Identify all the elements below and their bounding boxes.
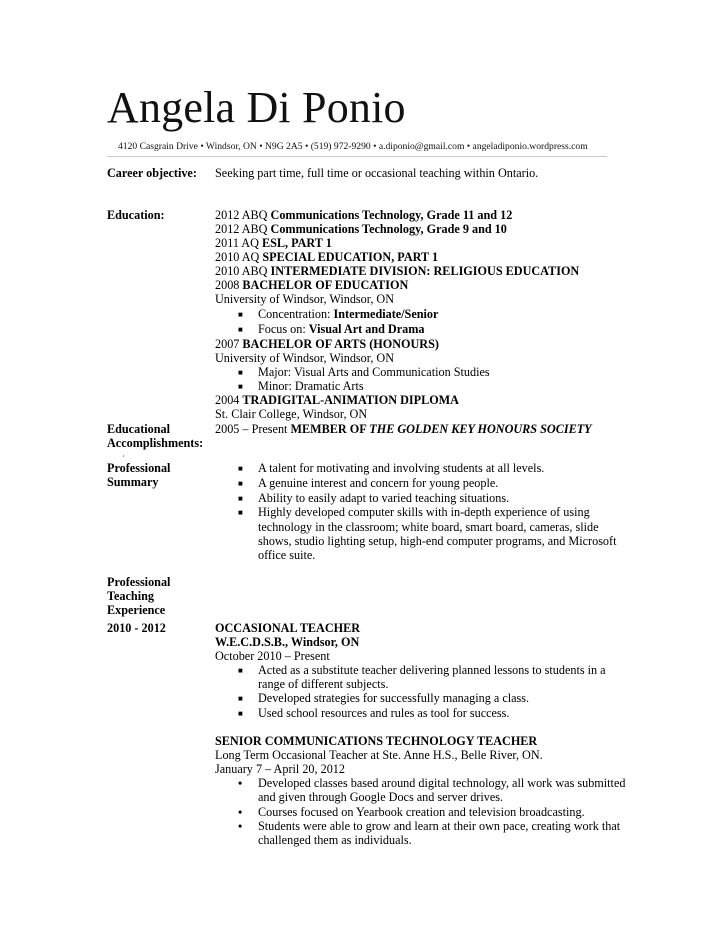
entry-title: ESL, PART 1 (261, 236, 332, 250)
summary-item: Ability to easily adapt to varied teaching situations. (258, 491, 510, 505)
objective-text: Seeking part time, full time or occasional teaching within Ontario. (215, 166, 539, 180)
entry-title: Communications Technology, Grade 9 and 10 (270, 222, 507, 236)
square-bullet-icon: ■ (238, 368, 243, 377)
square-bullet-icon: ■ (238, 508, 243, 517)
experience-label: Experience (107, 603, 166, 617)
summary-label: Summary (107, 475, 159, 489)
round-bullet-icon: • (238, 776, 243, 790)
education-detail: Concentration: Intermediate/Senior (258, 307, 439, 321)
square-bullet-icon: ■ (238, 479, 243, 488)
education-detail: Minor: Dramatic Arts (258, 379, 364, 393)
education-label: Education: (107, 208, 165, 222)
header-divider (107, 156, 607, 157)
summary-item-cont: technology in the classroom; white board, smart board, cameras, slide (258, 520, 599, 534)
school-name: St. Clair College, Windsor, ON (215, 407, 368, 421)
entry-title: TRADIGITAL-ANIMATION DIPLOMA (242, 393, 459, 407)
education-detail: Major: Visual Arts and Communication Studies (258, 365, 490, 379)
education-entry (215, 222, 507, 237)
job-duty: Developed classes based around digital technology, all work was submitted (258, 776, 626, 790)
school-name: University of Windsor, Windsor, ON (215, 292, 395, 306)
summary-item: A genuine interest and concern for young people. (258, 476, 499, 490)
summary-item: A talent for motivating and involving students at all levels. (258, 461, 545, 475)
experience-dates: 2010 - 2012 (107, 621, 166, 635)
entry-year: 2004 (215, 393, 243, 407)
entry-year: 2008 (215, 278, 243, 292)
job-duty: Courses focused on Yearbook creation and television broadcasting. (258, 805, 585, 819)
education-entry (215, 393, 459, 408)
entry-year: 2007 (215, 337, 243, 351)
job-duty: Acted as a substitute teacher delivering planned lessons to students in a (258, 663, 606, 677)
entry-year: 2010 AQ (215, 250, 263, 264)
experience-label: Teaching (107, 589, 154, 603)
entry-title: SPECIAL EDUCATION, PART 1 (262, 250, 439, 264)
square-bullet-icon: ■ (238, 709, 243, 718)
education-entry (215, 337, 439, 352)
candidate-name: Angela Di Ponio (107, 83, 406, 132)
square-bullet-icon: ■ (238, 382, 243, 391)
summary-label: Professional (107, 461, 171, 475)
summary-item: Highly developed computer skills with in-depth experience of using (258, 505, 590, 519)
education-entry (215, 278, 408, 293)
square-bullet-icon: ■ (238, 666, 243, 675)
experience-label: Professional (107, 575, 171, 589)
job-employer: W.E.C.D.S.B., Windsor, ON (215, 635, 360, 649)
job-title: SENIOR COMMUNICATIONS TECHNOLOGY TEACHER (215, 734, 538, 748)
entry-title: BACHELOR OF EDUCATION (242, 278, 409, 292)
education-entry (215, 236, 332, 251)
accomplishments-label: Educational (107, 422, 170, 436)
job-duty: Students were able to grow and learn at their own pace, creating work that (258, 819, 621, 833)
job-duty-cont: range of different subjects. (258, 677, 389, 691)
accomplishments-label: Accomplishments: (107, 436, 204, 450)
accomplishment-entry: 2005 – Present MEMBER OF THE GOLDEN KEY HONOURS SOCIETY (215, 422, 592, 436)
education-entry (215, 208, 512, 223)
square-bullet-icon: ■ (238, 464, 243, 473)
job-duty: Developed strategies for successfully managing a class. (258, 691, 530, 705)
job-duty: Used school resources and rules as tool for success. (258, 706, 510, 720)
job-title: OCCASIONAL TEACHER (215, 621, 361, 635)
job-employer: Long Term Occasional Teacher at Ste. Anne H.S., Belle River, ON. (215, 748, 543, 762)
entry-year: 2012 ABQ (215, 208, 271, 222)
education-detail: Focus on: Visual Art and Drama (258, 322, 425, 336)
school-name: University of Windsor, Windsor, ON (215, 351, 395, 365)
round-bullet-icon: • (238, 805, 243, 819)
entry-title: Communications Technology, Grade 11 and 12 (270, 208, 513, 222)
job-dates: October 2010 – Present (215, 649, 330, 663)
job-duty-cont: challenged them as individuals. (258, 833, 412, 847)
entry-year: 2010 ABQ (215, 264, 271, 278)
square-bullet-icon: ■ (238, 310, 243, 319)
square-bullet-icon: ■ (238, 694, 243, 703)
entry-year: 2011 AQ (215, 236, 262, 250)
square-bullet-icon: ■ (238, 494, 243, 503)
summary-item-cont: shows, studio lighting setup, high-end computer programs, and Microsoft (258, 534, 617, 548)
entry-year: 2012 ABQ (215, 222, 271, 236)
summary-item-cont: office suite. (258, 548, 316, 562)
round-bullet-icon: • (238, 819, 243, 833)
job-dates: January 7 – April 20, 2012 (215, 762, 345, 776)
education-entry (215, 264, 579, 279)
job-duty-cont: and given through Google Docs and server drives. (258, 790, 504, 804)
entry-title: BACHELOR OF ARTS (HONOURS) (242, 337, 439, 351)
stray-mark: · (122, 452, 125, 461)
education-entry (215, 250, 438, 265)
entry-title: INTERMEDIATE DIVISION: RELIGIOUS EDUCATION (270, 264, 580, 278)
objective-label: Career objective: (107, 166, 197, 180)
square-bullet-icon: ■ (238, 325, 243, 334)
contact-line: 4120 Casgrain Drive • Windsor, ON • N9G 2A5 • (519) 972-9290 • a.diponio@gmail.com • angeladiponio.wordpress.com (118, 141, 588, 152)
